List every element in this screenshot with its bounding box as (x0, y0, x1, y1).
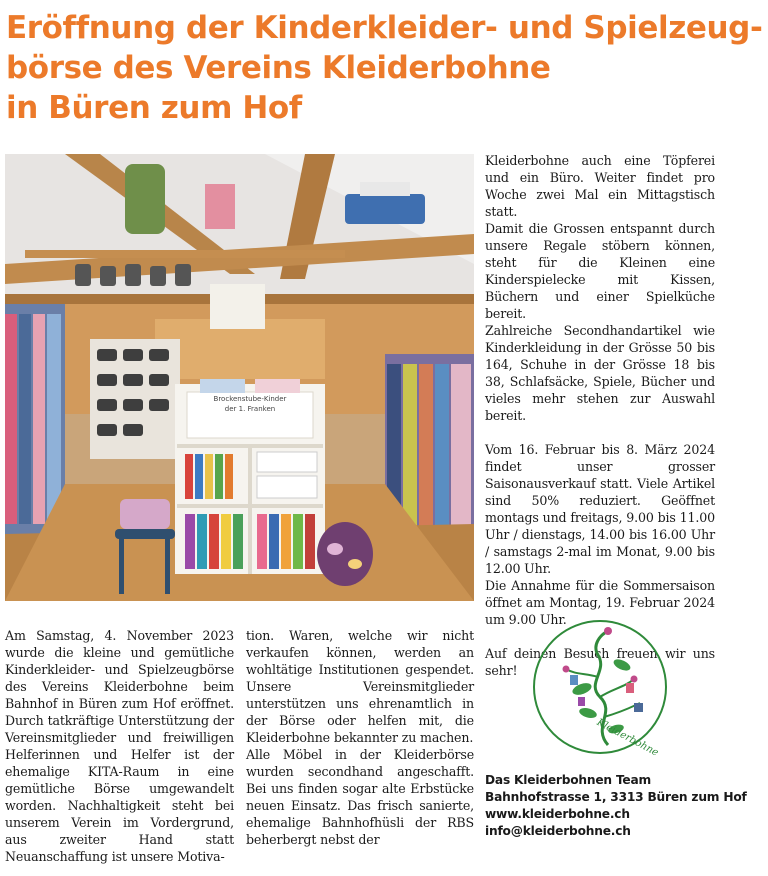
signature-website: www.kleiderbohne.ch (485, 807, 630, 821)
signature-address: Bahnhofstrasse 1, 3313 Büren zum Hof (485, 790, 747, 804)
article-paragraph: tion. Waren, welche wir nicht verkaufen können, werden an wohltätige Institutionen gespendet. Unsere Vereinsmitglieder unterstützen uns ehrenamtlich in der Börse oder helfen mit, die Kleiderbohne bekannter zu machen. (246, 628, 474, 745)
photo-box-label-line-1: Brockenstube-Kinder (213, 395, 287, 403)
article-paragraph: Alle Möbel in der Kleiderbörse wurden secondhand angeschafft. Bei uns finden sogar alte Erbstücke neuen Einsatz. Das frisch sanierte, ehemalige Bahnhofhüsli der RBS beherbergt nebst der (246, 747, 474, 847)
headline-line-1: Eröffnung der Kinderkleider- und Spielzeug- (6, 10, 763, 46)
article-paragraph: Am Samstag, 4. November 2023 wurde die kleine und gemütliche Kinderkleider- und Spielzeugbörse des Vereins Kleiderbohne beim Bahnhof in Büren zum Hof eröffnet. Durch tatkräftige Unterstützung der Vereinsmitglieder und freiwilligen Helferinnen und Helfer ist der ehemalige KITA-Raum in eine gemütliche Börse umgewandelt worden. Nachhaltigkeit steht bei unserem Verein im Vordergrund, aus zweiter Hand statt Neuanschaffung ist unsere Motiva- (5, 628, 234, 864)
headline-line-2: börse des Vereins Kleiderbohne (6, 50, 551, 86)
logo-text: Kleiderbohne (594, 717, 661, 759)
article-column-2 (246, 627, 474, 848)
headline (6, 8, 762, 128)
kleiderbohne-logo (530, 617, 670, 757)
signature-team: Das Kleiderbohnen Team (485, 773, 652, 787)
signature-email: info@kleiderbohne.ch (485, 824, 631, 838)
signature-block (485, 772, 745, 840)
photo-box-label-line-2: der 1. Franken (224, 405, 276, 413)
store-interior-photo (5, 154, 474, 601)
headline-line-3: in Büren zum Hof (6, 90, 302, 126)
article-paragraph: Vom 16. Februar bis 8. März 2024 findet unser grosser Saisonausverkauf statt. Viele Artikel sind 50% reduziert. Geöffnet montags und freitags, 9.00 bis 11.00 Uhr / dienstags, 14.00 bis 16.00 Uhr / samstags 2-mal im Monat, 9.00 bis 12.00 Uhr. (485, 442, 715, 576)
article-paragraph: Auf deinen Besuch freuen wir uns sehr! (485, 646, 715, 678)
article-column-1 (5, 627, 234, 865)
article-column-3 (485, 152, 715, 679)
article-paragraph: Zahlreiche Secondhandartikel wie Kinderkleidung in der Grösse 50 bis 164, Schuhe in der Grösse 18 bis 38, Schlafsäcke, Spiele, Bücher und vieles mehr stehen zur Auswahl bereit. (485, 323, 715, 423)
article-paragraph: Die Annahme für die Sommersaison öffnet am Montag, 19. Februar 2024 um 9.00 Uhr. (485, 578, 715, 627)
article-paragraph: Damit die Grossen entspannt durch unsere Regale stöbern können, steht für die Kleinen eine Kinderspielecke mit Kissen, Büchern und einer Spielküche bereit. (485, 221, 715, 321)
photo-box-label (195, 394, 305, 414)
article-paragraph: Kleiderbohne auch eine Töpferei und ein Büro. Weiter findet pro Woche zwei Mal ein Mittagstisch statt. (485, 153, 715, 219)
